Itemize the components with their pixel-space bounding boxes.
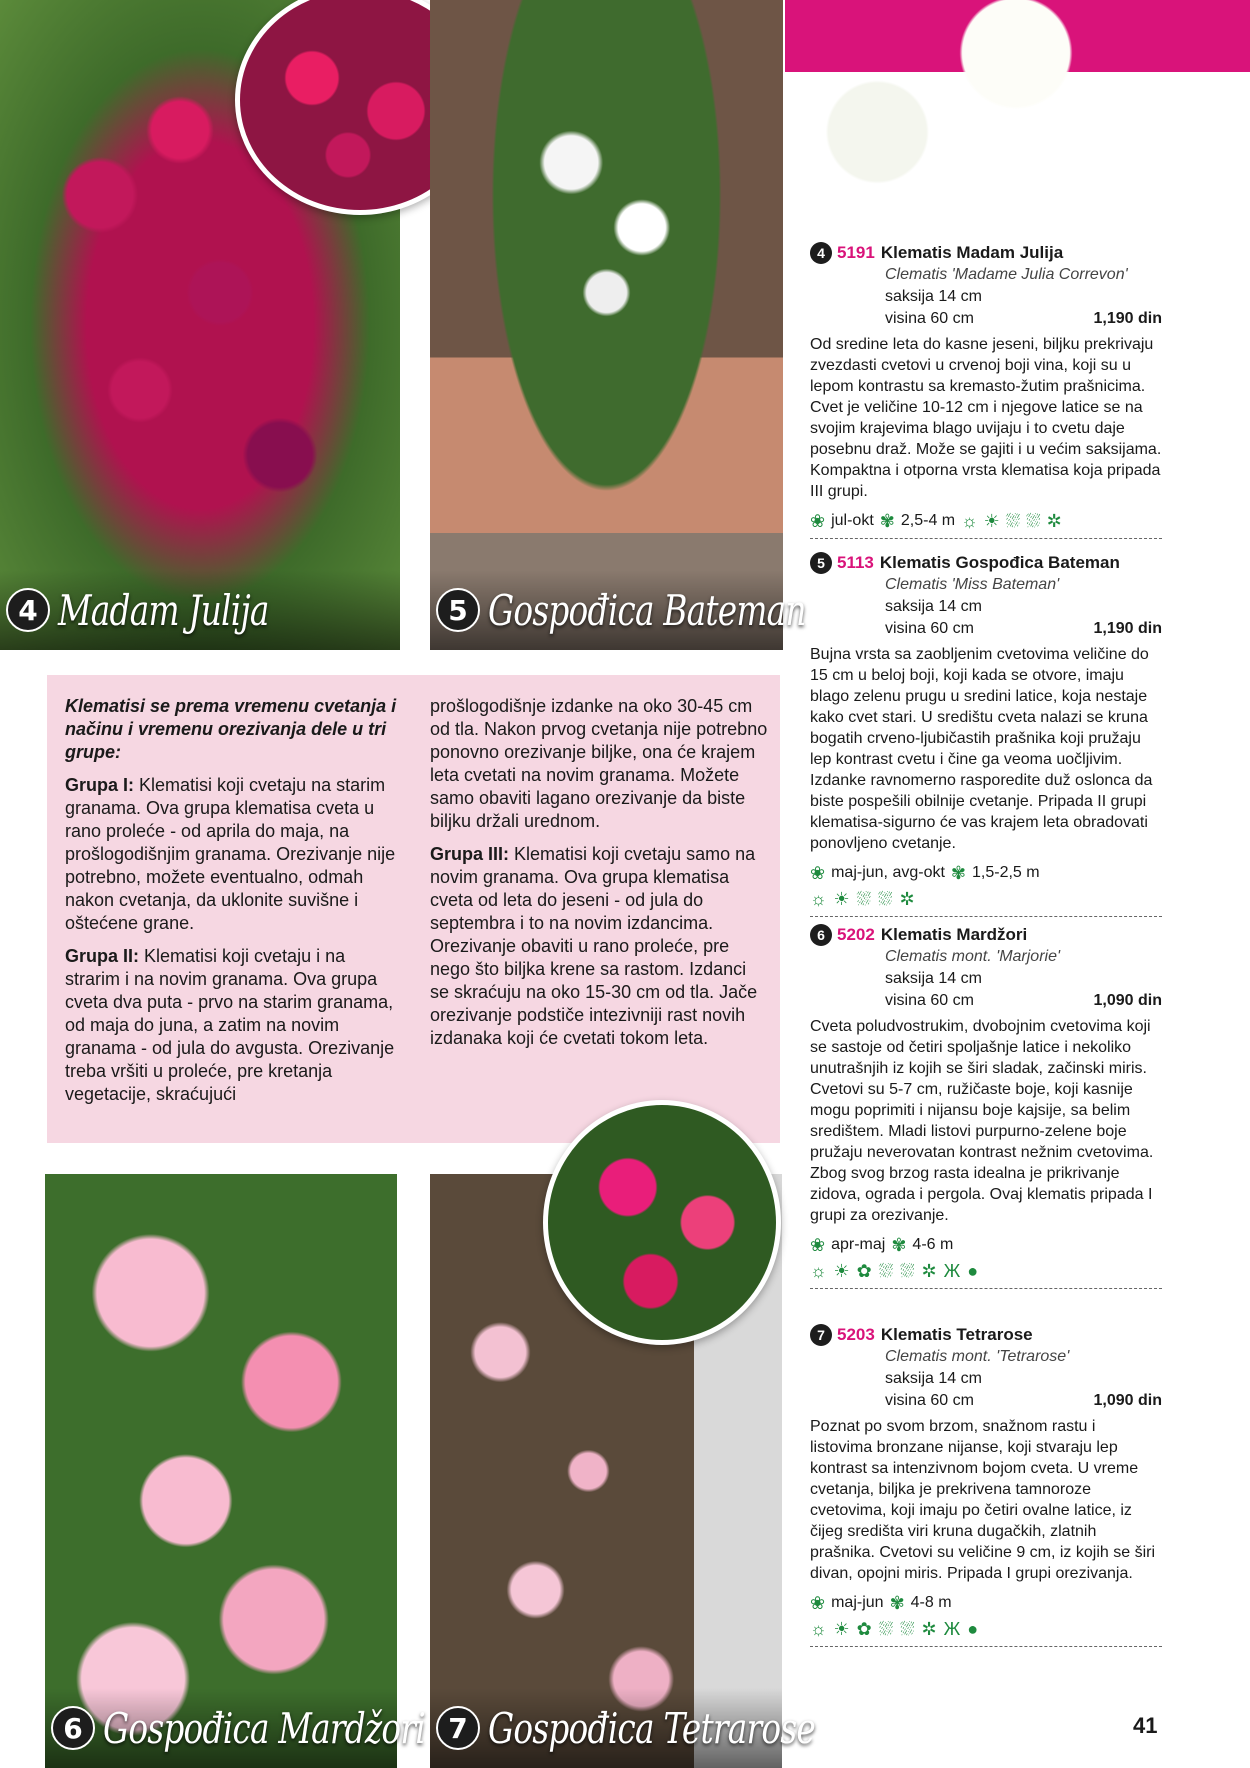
frost-hardy-icon: ✲ xyxy=(921,1261,937,1281)
flower-icon: ❀ xyxy=(810,1593,826,1613)
info-intro: Klematisi se prema vremenu cvetanja i načinu i vremenu orezivanja dele u tri grupe: xyxy=(65,696,397,762)
plant-height: 4-6 m xyxy=(912,1236,954,1253)
group-three xyxy=(430,843,770,1050)
group-three-label: Grupa III: xyxy=(430,844,510,864)
light-watering-icon: ⛆ xyxy=(878,889,893,909)
page-number: 41 xyxy=(1133,1713,1158,1738)
product-description: Bujna vrsta sa zaobljenim cvetovima veličine do 15 cm u beloj boji, koji kada se otvore, imaju blago zelenu prugu u sredini latice, koja nestaje kako cvet stari. U središtu cveta nalazi se kruna bogatih crveno-ljubičastih prašnika koji pružaju lep kontrast cvetu i čine ga veoma uočljivim. Izdanke ravnomerno rasporedite duž oslonca da biste pospešili obilnije cvetanje. Pripada II grupi klematisa-sigurno će vas krajem leta obradovati ponovljeno cvetanje. xyxy=(810,646,1153,852)
height-icon: ✾ xyxy=(879,511,895,531)
plant-height: 2,5-4 m xyxy=(900,512,956,529)
frost-hardy-icon: ✲ xyxy=(899,889,915,909)
butterfly-icon: Ж xyxy=(943,1261,961,1281)
product-pot xyxy=(885,968,1162,990)
product-name: Klematis Tetrarose xyxy=(880,1325,1033,1344)
product-price: 1,090 din xyxy=(1093,1392,1162,1409)
caption-number: 7 xyxy=(436,1706,480,1750)
product-code: 5191 xyxy=(837,243,875,262)
group-two xyxy=(65,945,405,1106)
product-code: 5203 xyxy=(837,1325,875,1344)
product-code: 5113 xyxy=(837,553,874,572)
info-column-left xyxy=(65,695,405,1116)
product-pot-size: saksija 14 cm xyxy=(885,970,982,987)
product-header xyxy=(810,924,1162,946)
care-icons xyxy=(810,889,1162,910)
group-two-label: Grupa II: xyxy=(65,946,140,966)
product-height-price xyxy=(885,308,1162,330)
product-latin-name: Clematis 'Madame Julia Correvon' xyxy=(885,266,1128,283)
product-header xyxy=(810,1324,1162,1346)
caption-title: Gospođica Tetrarose xyxy=(488,1703,815,1753)
product-height: visina 60 cm xyxy=(885,1392,974,1409)
product-height: visina 60 cm xyxy=(885,992,974,1009)
product-height: visina 60 cm xyxy=(885,620,974,637)
product-code: 5202 xyxy=(837,925,875,944)
product-description: Cveta poludvostrukim, dvobojnim cvetovima koji se sastoje od četiri spoljašnje latice i nekoliko unutrašnjih iz kojih se širi sladak, začinski miris. Cvetovi su 5-7 cm, ružičaste boje, koji kasnije mogu poprimiti i nijansu boje kajsije, sa belim središtem. Mladi listovi purpurno-zelene boje pružaju neverovatan kontrast nežnim cvetovima. Zbog svog brzog rasta idealna je prikrivanje zidova, ograda i pergola. Ovaj klematis pripada I grupi za orezivanje. xyxy=(810,1018,1154,1224)
product-pot-size: saksija 14 cm xyxy=(885,288,982,305)
caption-number: 6 xyxy=(51,1706,95,1750)
photo-gospodica-bateman xyxy=(430,0,806,650)
product-name: Klematis Mardžori xyxy=(880,925,1028,944)
light-watering-icon: ⛆ xyxy=(900,1619,915,1639)
white-clematis-photo xyxy=(785,0,1115,240)
flower-icon: ❀ xyxy=(810,863,826,883)
light-watering-icon: ⛆ xyxy=(1026,511,1041,531)
plant-height: 1,5-2,5 m xyxy=(972,864,1040,881)
product-latin-name: Clematis mont. 'Marjorie' xyxy=(885,948,1061,965)
group-one-label: Grupa I: xyxy=(65,775,135,795)
group-one xyxy=(65,774,405,935)
divider xyxy=(810,1288,1162,1289)
product-5202 xyxy=(810,924,1162,1289)
product-price: 1,190 din xyxy=(1093,620,1162,637)
pruning-groups-box xyxy=(47,675,780,1143)
partial-sun-icon: ☀ xyxy=(833,1619,850,1639)
product-height-price xyxy=(885,1390,1162,1412)
watering-icon: ⛆ xyxy=(1005,511,1021,531)
product-pot xyxy=(885,286,1162,308)
frost-hardy-icon: ✲ xyxy=(1046,511,1062,531)
caption-number: 4 xyxy=(6,588,50,632)
photo-gospodica-mardzori xyxy=(45,1174,425,1768)
light-watering-icon: ⛆ xyxy=(900,1261,915,1281)
product-price: 1,190 din xyxy=(1093,310,1162,327)
bee-icon: ● xyxy=(967,1261,979,1281)
product-meta xyxy=(810,1234,1162,1256)
product-latin-name: Clematis 'Miss Bateman' xyxy=(885,576,1060,593)
bloom-period: maj-jun xyxy=(831,1594,884,1611)
caption-title: Gospođica Bateman xyxy=(488,585,806,635)
divider xyxy=(810,916,1162,917)
watering-icon: ⛆ xyxy=(878,1261,894,1281)
product-height-price xyxy=(885,618,1162,640)
group-one-text: Klematisi koji cvetaju na starim granama. Ova grupa klematisa cveta u rano proleće - od aprila do maja, na prošlogodišnjim granama. Orezivanje nije potrebno, možete eventualno, odmah nakon cvetanja, da uklonite suvišne i oštećene grane. xyxy=(65,775,396,933)
caption-gospodica-mardzori xyxy=(45,1688,425,1768)
product-pot xyxy=(885,596,1162,618)
product-height: visina 60 cm xyxy=(885,310,974,327)
product-price: 1,090 din xyxy=(1093,992,1162,1009)
product-name: Klematis Gospođica Bateman xyxy=(879,553,1120,572)
plant-height: 4-8 m xyxy=(910,1594,952,1611)
flower-icon: ❀ xyxy=(810,511,826,531)
butterfly-icon: Ж xyxy=(943,1619,961,1639)
product-number: 7 xyxy=(810,1324,832,1346)
product-header xyxy=(810,552,1162,574)
bee-icon: ● xyxy=(967,1619,979,1639)
caption-number: 5 xyxy=(436,588,480,632)
product-5203 xyxy=(810,1324,1162,1647)
product-height-price xyxy=(885,990,1162,1012)
caption-gospodica-tetrarose xyxy=(430,1688,815,1768)
fragrance-icon: ✿ xyxy=(856,1619,872,1639)
divider xyxy=(810,1646,1162,1647)
partial-sun-icon: ☀ xyxy=(833,1261,850,1281)
bloom-period: jul-okt xyxy=(831,512,874,529)
care-icons xyxy=(810,1261,1162,1282)
caption-title: Gospođica Mardžori xyxy=(103,1703,425,1753)
product-header xyxy=(810,242,1162,264)
sun-icon: ☼ xyxy=(810,1619,827,1639)
caption-gospodica-bateman xyxy=(430,570,806,650)
product-number: 5 xyxy=(810,552,832,574)
product-description: Poznat po svom brzom, snažnom rastu i listovima bronzane nijanse, koji stvaraju lep kontrast sa intenzivnom bojom cveta. U vreme cvetanja, biljka je prekrivena tamnoroze cvetovima, koji imaju po četiri ovalne latice, iz čijeg središta viri kruna dugačkih, zlatnih prašnika. Cvetovi su veličine 9 cm, iz kojih se širi divan, opojni miris. Pripada I grupi orezivanja. xyxy=(810,1418,1156,1582)
product-name: Klematis Madam Julija xyxy=(880,243,1064,262)
product-meta xyxy=(810,510,1162,532)
caption-madam-julija xyxy=(0,570,400,650)
group-two-text: Klematisi koji cvetaju i na strarim i na novim granama. Ova grupa cveta dva puta - prvo na starim granama, od maja do juna, a zatim na novim granama - od jula do avgusta. Orezivanje treba vršiti u proleće, pre kretanja vegetacije, skraćujući xyxy=(65,946,395,1104)
group-three-text: Klematisi koji cvetaju samo na novim granama. Ova grupa klematisa cveta od leta do jeseni - od jula do septembra i to na novim izdancima. Orezivanje obaviti u rano proleće, pre nego što biljka krene sa rastom. Izdanci se skraćuju na oko 15-30 cm od tla. Jače orezivanje podstiče intezivniji rast novih izdanaka koji će cvetati tokom leta. xyxy=(430,844,758,1048)
partial-sun-icon: ☀ xyxy=(983,511,1000,531)
product-pot xyxy=(885,1368,1162,1390)
sun-icon: ☼ xyxy=(961,511,978,531)
sun-icon: ☼ xyxy=(810,1261,827,1281)
fragrance-icon: ✿ xyxy=(856,1261,872,1281)
product-meta xyxy=(810,862,1162,884)
group-two-continued: prošlogodišnje izdanke na oko 30-45 cm od tla. Nakon prvog cvetanja nije potrebno ponovno orezivanje biljke, ona će krajem leta cvetati na novim granama. Možete samo obaviti lagano orezivanje da biste biljku držali urednom. xyxy=(430,696,768,831)
sun-icon: ☼ xyxy=(810,889,827,909)
frost-hardy-icon: ✲ xyxy=(921,1619,937,1639)
flower-icon: ❀ xyxy=(810,1235,826,1255)
product-description: Od sredine leta do kasne jeseni, biljku prekrivaju zvezdasti cvetovi u crvenoj boji vina, koji su u lepom kontrastu sa kremasto-žutim prašnicima. Cvet je veličine 10-12 cm i njegove latice se na svojim krajevima blago uvijaju i to cvetu daje posebnu draž. Može se gajiti i u većim saksijama. Kompaktna i otporna vrsta klematisa koja pripada III grupi. xyxy=(810,336,1162,500)
bloom-period: maj-jun, avg-okt xyxy=(831,864,945,881)
watering-icon: ⛆ xyxy=(878,1619,894,1639)
caption-title: Madam Julija xyxy=(58,585,269,635)
product-latin-name: Clematis mont. 'Tetrarose' xyxy=(885,1348,1070,1365)
watering-icon: ⛆ xyxy=(856,889,872,909)
product-5191 xyxy=(810,242,1162,539)
product-5113 xyxy=(810,552,1162,917)
product-meta xyxy=(810,1592,1162,1614)
product-number: 4 xyxy=(810,242,832,264)
height-icon: ✾ xyxy=(889,1593,905,1613)
partial-sun-icon: ☀ xyxy=(833,889,850,909)
inset-tetrarose xyxy=(543,1100,781,1345)
divider xyxy=(810,538,1162,539)
info-column-right xyxy=(430,695,770,1060)
product-pot-size: saksija 14 cm xyxy=(885,1370,982,1387)
bloom-period: apr-maj xyxy=(831,1236,886,1253)
height-icon: ✾ xyxy=(950,863,967,883)
product-number: 6 xyxy=(810,924,832,946)
height-icon: ✾ xyxy=(891,1235,907,1255)
product-pot-size: saksija 14 cm xyxy=(885,598,982,615)
care-icons xyxy=(810,1619,1162,1640)
